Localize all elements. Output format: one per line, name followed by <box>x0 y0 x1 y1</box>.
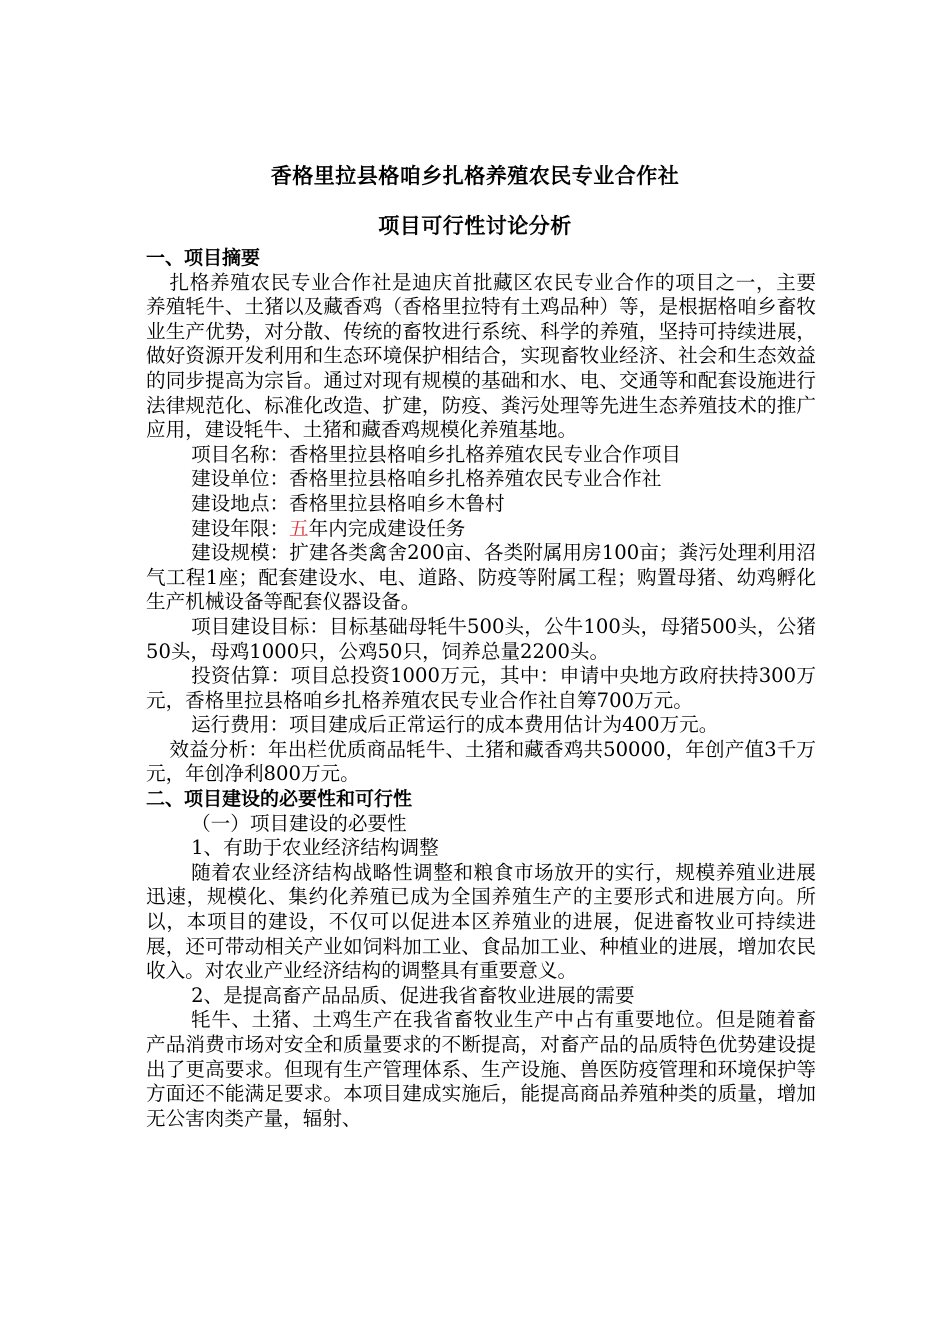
summary-paragraph: 扎格养殖农民专业合作社是迪庆首批藏区农民专业合作的项目之一，主要养殖牦牛、土猪以及藏香鸡（香格里拉特有土鸡品种）等，是根据格咱乡畜牧业生产优势，对分散、传统的畜牧进行系统、科学的养殖，坚持可持续进展，做好资源开发利用和生态环境保护相结合，实现畜牧业经济、社会和生态效益的同步提高为宗旨。通过对现有规模的基础和水、电、交通等和配套设施进行法律规范化、标准化改造、扩建，防疫、粪污处理等先进生态养殖技术的推广应用，建设牦牛、土猪和藏香鸡规模化养殖基地。 <box>146 270 816 442</box>
document-body <box>146 246 816 1131</box>
item2-title: 2、是提高畜产品品质、促进我省畜牧业进展的需要 <box>191 983 635 1007</box>
project-name-line: 项目名称：香格里拉县格咱乡扎格养殖农民专业合作项目 <box>191 442 681 466</box>
item2-paragraph: 牦牛、土猪、土鸡生产在我省畜牧业生产中占有重要地位。但是随着畜产品消费市场对安全和质量要求的不断提高，对畜产品的品质特色优势建设提出了更高要求。但现有生产管理体系、生产设施、兽医防疫管理和环境保护等方面还不能满足要求。本项目建成实施后，能提高商品养殖种类的质量，增加无公害肉类产量，辐射、 <box>146 1008 816 1130</box>
goal-paragraph: 项目建设目标：目标基础母牦牛500头，公牛100头，母猪500头，公猪50头，母鸡1000只，公鸡50只，饲养总量2200头。 <box>146 614 816 663</box>
document-subtitle: 项目可行性讨论分析 <box>378 214 572 238</box>
subsection-heading-necessity: （一）项目建设的必要性 <box>191 811 407 835</box>
location-line: 建设地点：香格里拉县格咱乡木鲁村 <box>191 491 505 515</box>
period-label: 建设年限： <box>191 516 290 540</box>
item1-paragraph: 随着农业经济结构战略性调整和粮食市场放开的实行，规模养殖业进展迅速，规模化、集约化养殖已成为全国养殖生产的主要形式和进展方向。所以，本项目的建设，不仅可以促进本区养殖业的进展，促进畜牧业可持续进展，还可带动相关产业如饲料加工业、食品加工业、种植业的进展，增加农民收入。对农业产业经济结构的调整具有重要意义。 <box>146 860 816 983</box>
item1-title: 1、有助于农业经济结构调整 <box>191 836 439 860</box>
investment-paragraph: 投资估算：项目总投资1000万元，其中：申请中央地方政府扶持300万元，香格里拉县格咱乡扎格养殖农民专业合作社自筹700万元。 <box>146 664 816 712</box>
benefit-paragraph: 效益分析：年出栏优质商品牦牛、土猪和藏香鸡共50000，年创产值3千万元，年创净利800万元。 <box>146 737 816 786</box>
scale-paragraph: 建设规模：扩建各类禽舍200亩、各类附属用房100亩；粪污处理利用沼气工程1座；配套建设水、电、道路、防疫等附属工程；购置母猪、幼鸡孵化生产机械设备等配套仪器设备。 <box>146 541 816 614</box>
builder-line: 建设单位：香格里拉县格咱乡扎格养殖农民专业合作社 <box>191 467 662 491</box>
period-highlight: 五 <box>289 516 309 540</box>
section-heading-necessity: 二、项目建设的必要性和可行性 <box>146 788 413 811</box>
period-text: 年内完成建设任务 <box>308 516 466 540</box>
section-heading-summary: 一、项目摘要 <box>146 247 261 269</box>
document-title: 香格里拉县格咱乡扎格养殖农民专业合作社 <box>270 164 680 188</box>
operating-cost-line: 运行费用：项目建成后正常运行的成本费用估计为400万元。 <box>191 713 719 737</box>
period-line <box>146 517 816 542</box>
